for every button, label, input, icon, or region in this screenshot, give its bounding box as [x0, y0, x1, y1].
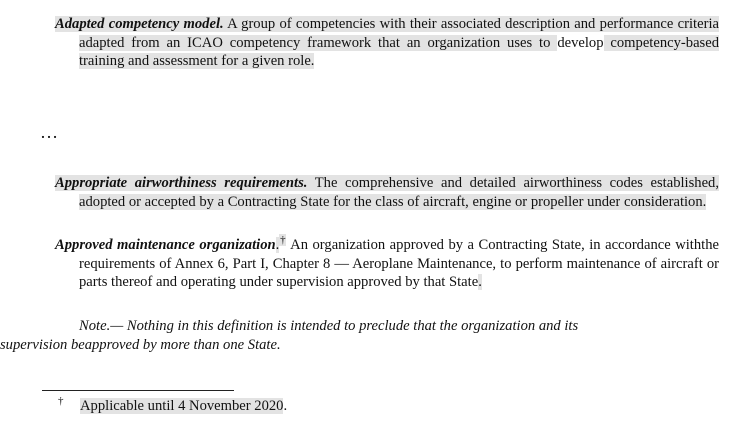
definition-adapted-competency-model — [55, 15, 719, 71]
definition-text: adopted or accepted by a Contracting State for the class of aircraft, engine or propeller — [79, 193, 588, 210]
definition-text: An organization approved by a Contracting State, in — [286, 237, 606, 253]
definition-text: perform — [515, 255, 563, 272]
definition-note — [0, 317, 695, 354]
definition-text: develop — [557, 34, 604, 51]
definition-text: State — [449, 274, 479, 290]
definition-text: The comprehensive and detailed airworthiness codes — [307, 175, 651, 191]
definition-text: maintenance of aircraft or parts thereof and operating under supervision approved by that — [79, 255, 719, 290]
footnote-text: Applicable until 4 November 2020 — [80, 398, 284, 414]
definition-text: A group of competencies with their associated description and — [223, 16, 600, 32]
definition-approved-maintenance-organization — [55, 236, 719, 292]
definition-text: performance — [599, 16, 674, 32]
definition-appropriate-airworthiness-requirements — [55, 174, 719, 211]
dagger-footnote-marker: † — [279, 234, 287, 247]
definition-text: criteria adapted from an ICAO competency framework that an organization uses to — [79, 16, 719, 51]
definition-text: withthe requirements of Annex 6, Part I, Chapter 8 — Aeroplane Maintenance, to — [79, 237, 719, 272]
footnote-end: . — [283, 398, 288, 414]
definition-text: competency-based training and assessment for a given role. — [79, 34, 719, 69]
definition-term: Appropriate airworthiness requirements. — [55, 175, 308, 191]
definition-term: Approved maintenance organization — [55, 237, 276, 253]
omission-ellipsis: … — [40, 122, 60, 142]
note-line-2: supervision beapproved by more than one State. — [0, 336, 281, 353]
term-suffix: . — [275, 237, 280, 253]
note-line-1: Note.— Nothing in this definition is intended to preclude that the organization and its — [79, 318, 579, 334]
footnote: † Applicable until 4 November 2020. — [58, 395, 288, 414]
footnote-separator — [42, 390, 234, 391]
definition-text: established, — [650, 175, 719, 191]
definition-term: Adapted competency model. — [55, 16, 224, 32]
definition-text: consideration. — [620, 193, 707, 210]
definition-text: accordance — [605, 237, 671, 253]
definition-text: under — [587, 193, 621, 210]
definition-text: . — [478, 274, 482, 290]
